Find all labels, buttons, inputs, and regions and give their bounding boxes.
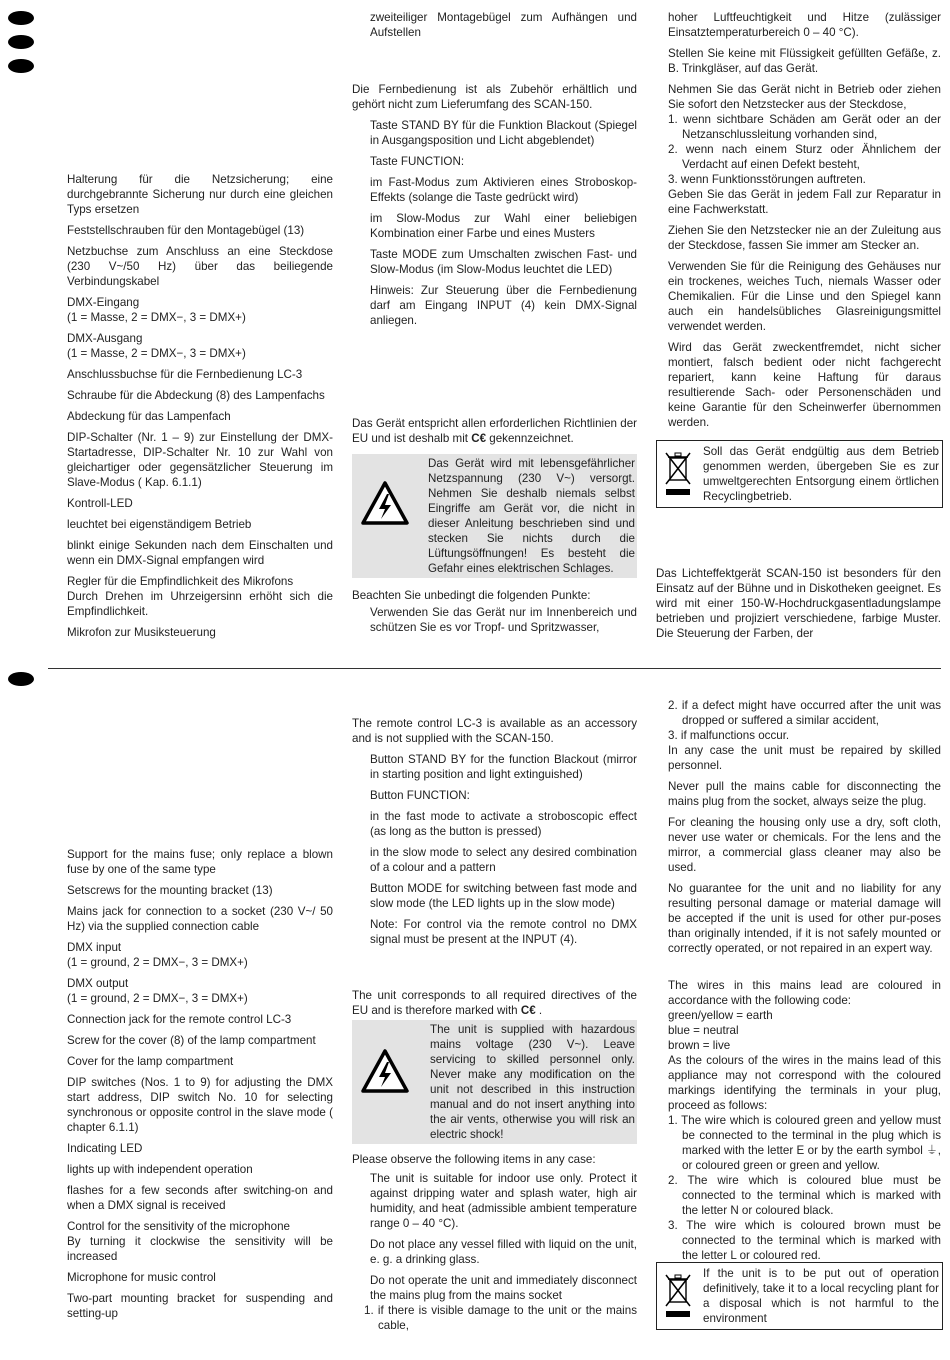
de-text: Die Fernbedienung ist als Zubehör erhältlich und gehört nicht zum Lieferumfang des SCAN-150.: [352, 83, 637, 111]
en-recycling-text: If the unit is to be put out of operation definitively, take it to a local recycling plant for a disposal which is not harmful to the environment: [703, 1267, 939, 1325]
de-column-2: [352, 10, 637, 334]
en-item: Cover for the lamp compartment: [67, 1055, 234, 1068]
en-column-1: [67, 847, 333, 1327]
en-column-3: [668, 698, 941, 1263]
de-text: Verwenden Sie für die Reinigung des Gehäuses nur ein trockenes, weiches Tuch, niemals Wasser oder Chemikalien. Für die Linse und den Spiegel kann auch ein handelsübliches Glasreinigungsmittel verwendet werden.: [668, 260, 941, 333]
de-item: Regler für die Empfindlichkeit des Mikrofons: [67, 575, 294, 588]
de-item: (1 = Masse, 2 = DMX−, 3 = DMX+): [67, 311, 246, 324]
de-text: Geben Sie das Gerät in jedem Fall zur Reparatur in eine Fachwerkstatt.: [668, 188, 941, 216]
de-text: Taste STAND BY für die Funktion Blackout (Spiegel in Ausgangsposition und Licht abgeblendet): [370, 119, 637, 147]
en-step: 1. The wire which is coloured green and yellow must be connected to the terminal in the plug which is marked with the letter E or by the earth symbol ⏚, or coloured green or green and yellow.: [668, 1114, 941, 1172]
de-text: Wird das Gerät zweckentfremdet, nicht sicher montiert, falsch bedient oder nicht fachgerecht repariert, kann keine Haftung für daraus resultierende Sach- oder Personenschäden und keine Garantie für den Scheinwerfer übernommen werden.: [668, 341, 941, 429]
de-item: Kontroll-LED: [67, 497, 133, 510]
de-list-item: 1. wenn sichtbare Schäden am Gerät oder an der Netzanschlussleitung vorhanden sind,: [668, 113, 941, 141]
de-intro: [656, 566, 941, 647]
de-item: leuchtet bei eigenständigem Betrieb: [67, 518, 252, 531]
de-text: Taste FUNCTION:: [370, 155, 465, 168]
de-list-item: 2. wenn nach einem Sturz oder Ähnlichem der Verdacht auf einen Defekt besteht,: [668, 143, 941, 171]
en-item: Screw for the cover (8) of the lamp compartment: [67, 1034, 316, 1047]
de-column-1: [67, 172, 333, 646]
de-list-item: 3. wenn Funktionsstörungen auftreten.: [668, 173, 866, 186]
en-eu-block: [352, 988, 637, 1024]
de-text: Stellen Sie keine mit Flüssigkeit gefüllten Gefäße, z. B. Trinkgläser, auf das Gerät.: [668, 47, 941, 75]
de-text: Verwenden Sie das Gerät nur im Innenbereich und schützen Sie es vor Tropf- und Spritzwasser,: [370, 606, 637, 634]
en-list-item: 3. if malfunctions occur.: [668, 729, 790, 742]
de-item: DMX-Eingang: [67, 296, 140, 309]
en-text: Button FUNCTION:: [370, 789, 470, 802]
de-recycling-text: Soll das Gerät endgültig aus dem Betrieb genommen werden, übergeben Sie es zur umweltgerechten Entsorgung einem örtlichen Recyclingbetrieb.: [703, 445, 939, 503]
high-voltage-warning-icon: [360, 1048, 410, 1094]
en-text: In any case the unit must be repaired by skilled personnel.: [668, 744, 941, 772]
en-step: 3. The wire which is coloured brown must be connected to the terminal which is marked with the letter L or coloured red.: [668, 1219, 941, 1262]
en-item: DIP switches (Nos. 1 to 9) for adjusting the DMX start address, DIP switch No. 10 for selecting synchronous or opposite control in the slave mode ( chapter 6.1.1): [67, 1076, 333, 1134]
de-warning-text: Das Gerät wird mit lebensgefährlicher Netzspannung (230 V~) versorgt. Nehmen Sie deshalb niemals selbst Eingriffe am Gerät vor, die nicht in dieser Anleitung beschrieben sind und stecken Sie nichts durch die Lüftungsöffnungen! Es besteht die Gefahr eines elektrischen Schlages.: [428, 457, 635, 575]
en-item: Support for the mains fuse; only replace a blown fuse by one of the same type: [67, 848, 333, 876]
de-item: Halterung für die Netzsicherung; eine durchgebrannte Sicherung nur durch eine gleichen Typs ersetzen: [67, 173, 333, 216]
en-text: Do not place any vessel filled with liquid on the unit, e. g. a drinking glass.: [370, 1238, 637, 1266]
en-text: in the fast mode to activate a stroboscopic effect (as long as the button is pressed): [370, 810, 637, 838]
en-text: The unit is suitable for indoor use only. Protect it against dripping water and splash water, high air humidity, and heat (admissible ambient temperature range 0 – 40 °C).: [370, 1172, 637, 1230]
de-item: Schraube für die Abdeckung (8) des Lampenfachs: [67, 389, 325, 402]
ce-mark: C€: [471, 432, 487, 445]
de-item: blinkt einige Sekunden nach dem Einschalten und wenn ein DMX-Signal empfangen wird: [67, 539, 333, 567]
de-item: Anschlussbuchse für die Fernbedienung LC-3: [67, 368, 303, 381]
de-eu-text-end: gekennzeichnet.: [486, 432, 574, 445]
de-text: Hinweis: Zur Steuerung über die Fernbedienung darf am Eingang INPUT (4) kein DMX-Signal anliegen.: [370, 284, 637, 327]
en-eu-text: The unit corresponds to all required directives of the EU and is therefore marked with: [352, 989, 637, 1017]
language-marker: [8, 59, 34, 73]
en-column-2: [352, 716, 637, 953]
en-item: (1 = ground, 2 = DMX−, 3 = DMX+): [67, 992, 248, 1005]
language-marker: [8, 672, 34, 686]
en-warning-text: The unit is supplied with hazardous mains voltage (230 V~). Leave servicing to skilled personnel only. Never make any modification on the unit not described in this instruction manual and do not insert anything into the air vents, otherwise you will risk an electric shock!: [430, 1023, 635, 1141]
en-text: Button MODE for switching between fast mode and slow mode (the LED lights up in the slow mode): [370, 882, 637, 910]
en-item: Mains jack for connection to a socket (230 V~/ 50 Hz) via the supplied connection cable: [67, 905, 333, 933]
en-text: Do not operate the unit and immediately disconnect the mains plug from the mains socket: [370, 1274, 637, 1302]
en-item: (1 = ground, 2 = DMX−, 3 = DMX+): [67, 956, 248, 969]
en-code: green/yellow = earth: [668, 1009, 773, 1022]
en-text: in the slow mode to select any desired combination of a colour and a pattern: [370, 846, 637, 874]
en-item: lights up with independent operation: [67, 1163, 253, 1176]
en-item: By turning it clockwise the sensitivity will be increased: [67, 1235, 333, 1263]
en-text: Never pull the mains cable for disconnecting the mains plug from the socket, always seize the plug.: [668, 780, 941, 808]
de-text: Taste MODE zum Umschalten zwischen Fast- und Slow-Modus (im Slow-Modus leuchtet die LED): [370, 248, 637, 276]
en-item: Two-part mounting bracket for suspending and setting-up: [67, 1292, 333, 1320]
de-text: im Fast-Modus zum Aktivieren eines Stroboskop-Effekts (solange die Taste gedrückt wird): [370, 176, 637, 204]
section-divider: [48, 668, 941, 669]
en-step: 2. The wire which is coloured blue must be connected to the terminal which is marked with the letter N or coloured black.: [668, 1174, 941, 1217]
de-eu-block: [352, 416, 637, 452]
en-text: The remote control LC-3 is available as an accessory and is not supplied with the SCAN-150.: [352, 717, 637, 745]
de-item: Abdeckung für das Lampenfach: [67, 410, 231, 423]
de-item: DMX-Ausgang: [67, 332, 143, 345]
high-voltage-warning-icon: [360, 480, 410, 526]
de-eu-text: Das Gerät entspricht allen erforderlichen Richtlinien der EU und ist deshalb mit: [352, 417, 637, 445]
en-item: Control for the sensitivity of the microphone: [67, 1220, 290, 1233]
en-item: DMX output: [67, 977, 129, 990]
en-safety-block: [352, 1152, 637, 1333]
en-text: Note: For control via the remote control no DMX signal must be present at the INPUT (4).: [370, 918, 637, 946]
language-marker: [8, 11, 34, 25]
de-text: Nehmen Sie das Gerät nicht in Betrieb oder ziehen Sie sofort den Netzstecker aus der Steckdose,: [668, 83, 941, 111]
de-text: hoher Luftfeuchtigkeit und Hitze (zulässiger Einsatztemperaturbereich 0 – 40 °C).: [668, 11, 941, 39]
de-warning-box: [352, 454, 637, 578]
en-list-item: 2. if a defect might have occurred after the unit was dropped or suffered a similar accident,: [668, 699, 941, 727]
de-text: Ziehen Sie den Netzstecker nie an der Zuleitung aus der Steckdose, fassen Sie immer am Stecker an.: [668, 224, 941, 252]
de-item: Feststellschrauben für den Montagebügel (13): [67, 224, 305, 237]
de-text: zweiteiliger Montagebügel zum Aufhängen und Aufstellen: [370, 11, 637, 39]
en-item: DMX input: [67, 941, 122, 954]
de-item: Netzbuchse zum Anschluss an eine Steckdose (230 V~/50 Hz) über das beiliegende Verbindungskabel: [67, 245, 333, 288]
de-item: Durch Drehen im Uhrzeigersinn erhöht sich die Empfindlichkeit.: [67, 590, 333, 618]
en-text: The wires in this mains lead are coloured in accordance with the following code:: [668, 979, 941, 1007]
en-item: Connection jack for the remote control LC-3: [67, 1013, 292, 1026]
en-item: flashes for a few seconds after switching-on and when a DMX signal is received: [67, 1184, 333, 1212]
en-code: blue = neutral: [668, 1024, 739, 1037]
en-warning-box: [352, 1020, 637, 1144]
en-item: Indicating LED: [67, 1142, 143, 1155]
en-text: No guarantee for the unit and no liability for any resulting personal damage or material damage will be accepted if the unit is used for other pur-poses than originally intended, if it is not safely mounted or correctly operated, or not repaired in an expert way.: [668, 882, 941, 955]
language-marker: [8, 35, 34, 49]
crossed-bin-icon: [663, 449, 693, 497]
de-text: Beachten Sie unbedingt die folgenden Punkte:: [352, 589, 591, 602]
de-item: (1 = Masse, 2 = DMX−, 3 = DMX+): [67, 347, 246, 360]
de-text: Das Lichteffektgerät SCAN-150 ist besonders für den Einsatz auf der Bühne und in Diskotheken geeignet. Es wird mit einer 150-W-Hochdruckgasentladungslampe betrieben und projiziert verschiedene, farbige Muster. Die Steuerung der Farben, der: [656, 567, 941, 640]
en-text: For cleaning the housing only use a dry, soft cloth, never use water or chemicals. For the lens and the mirror, a commercial glass cleaner may also be used.: [668, 816, 941, 874]
en-item: Microphone for music control: [67, 1271, 216, 1284]
ce-mark: C€: [520, 1004, 536, 1017]
en-text: Please observe the following items in any case:: [352, 1153, 596, 1166]
en-text: As the colours of the wires in the mains lead of this appliance may not correspond with the coloured markings identifying the terminals in your plug, proceed as follows:: [668, 1054, 941, 1112]
crossed-bin-icon: [663, 1271, 693, 1319]
de-safety-block: [352, 588, 637, 641]
en-recycling-box: [656, 1262, 943, 1330]
de-text: im Slow-Modus zur Wahl einer beliebigen Kombination einer Farbe und eines Musters: [370, 212, 637, 240]
de-column-3: [668, 10, 941, 436]
en-code: brown = live: [668, 1039, 731, 1052]
en-text: Button STAND BY for the function Blackout (mirror in starting position and light extinguished): [370, 753, 637, 781]
de-item: Mikrofon zur Musiksteuerung: [67, 626, 216, 639]
de-recycling-box: [656, 440, 943, 508]
en-item: Setscrews for the mounting bracket (13): [67, 884, 273, 897]
en-list-item: 1. if there is visible damage to the unit or the mains cable,: [364, 1304, 637, 1332]
en-eu-text-end: .: [535, 1004, 543, 1017]
de-item: DIP-Schalter (Nr. 1 – 9) zur Einstellung der DMX-Startadresse, DIP-Schalter Nr. 10 zur Wahl von gleichartiger oder gegensätzlicher Steuerung im Slave-Modus ( Kap. 6.1.1): [67, 431, 333, 489]
